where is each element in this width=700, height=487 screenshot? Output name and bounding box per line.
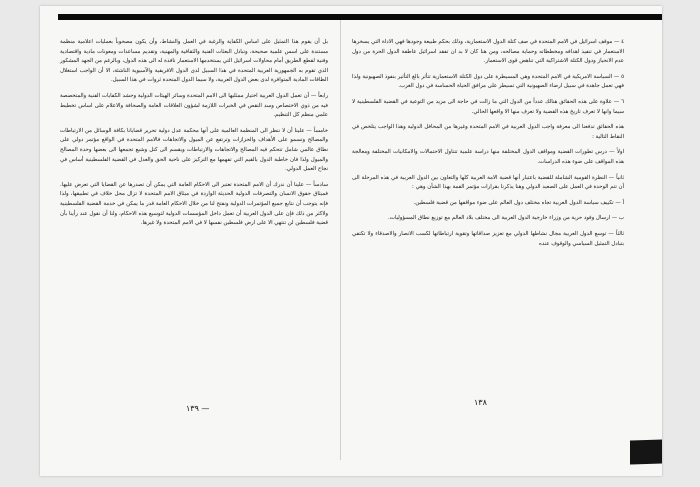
right-page-body bbox=[352, 38, 624, 255]
left-page-body bbox=[60, 38, 328, 235]
left-paragraph-1: بل أن يقوم هذا التمثيل على اساس الكفاية والرغبة في العمل والنشاط، وأن يكون مصحوباً بعمليات اعلامية منظمة مستندة على اسس علمية صحيحة، وتبادل البعثات الفنية والثقافية والمهنية، وتقديم مساعدات ومعونات مادية واقتصادية وفنية لقطع الطريق أمام محاولات اسرائيل التي يستخدمها الاستعمار نافذة له الى هذه الدول، وبالرغم من الجهد المشكور الذي تقوم به الجمهورية العربية المتحدة في هذا السبيل لدى الدول الافريقية والآسيوية الناشئة، الا أن الواجب استغلال الطاقات المادية المتوافرة لدى بعض الدول العربية، ولا سيما الدول المتحدة ثروات في هذا السبيل. bbox=[60, 39, 328, 84]
right-paragraph-3: ٦ — علاوة على هذه الحقائق هنالك عدداً من الدول التي ما زالت في حاجة الى مزيد من التوعية في القضية الفلسطينية لا سيما وانها لا تعرف تاريخ هذه القضية ولا تعرف منها الا واقعها الحالي. bbox=[352, 98, 624, 115]
left-page-number: ١٣٩ — bbox=[186, 404, 210, 413]
scan-border-top bbox=[58, 14, 662, 20]
right-paragraph-1: ٤ — موقف اسرائيل في الامم المتحدة في صف كتلة الدول الاستعمارية، وذلك بحكم طبيعة وجودها فهي الاداة التي يسخرها الاستعمار في تنفيذ اهدافه ومخططاته وحماية مصالحه، ومن هنا كان لا بد ان تفقد اسرائيل عاطفة الدول الحرة من دول عدم الانحياز ودول الكتلة الاشتراكية التي تناهض قوى الاستعمار. bbox=[352, 39, 624, 65]
right-page-number: ١٣٨ bbox=[474, 398, 487, 407]
book-spine bbox=[340, 20, 341, 460]
right-paragraph-2: ٥ — السياسة الامريكية في الامم المتحدة وهي المسيطرة على دول الكتلة الاستعمارية تتأثر بالغ التأثير بنفوذ الصهيونية ولذا فهي تعمل جاهدة في سبيل ارضاء الصهيونية التي تسيطر على مرافق الحياة الحساسة في دول الغرب. bbox=[352, 73, 624, 90]
right-paragraph-7: أ — تكييف سياسة الدول العربية تجاه مختلف دول العالم على ضوء مواقفها من قضية فلسطين. bbox=[413, 199, 624, 206]
right-paragraph-6: ثانياً — النظرة القومية الشاملة للقضية باعتبار أنها قضية الامة العربية كلها والتعاون بين الدول العربية في هذه المرحلة الى أن تتم الوحدة في العمل على الصعيد الدولي وهنا يذكرنا بقرارات مؤتمر القمة بهذا الشأن وهي : bbox=[352, 174, 624, 191]
right-paragraph-4: هذه الحقائق تدفعنا الى معرفة واجب الدول العربية في الامم المتحدة وغيرها من المحافل الدولية وهذا الواجب يتلخص في النقاط التالية : bbox=[352, 124, 624, 140]
right-paragraph-5: اولاً — درس تطورات القضية ومواقف الدول المختلفة منها دراسة علمية تتناول الاحتمالات والامكانيات المختلفة ومعالجة هذه المواقف على ضوء هذه الدراسات. bbox=[352, 149, 624, 165]
right-paragraph-9: ثالثاً — توسع الدول العربية مجال نشاطها الدولي مع تعزيز صداقاتها وتقوية ارتباطاتها لكسب الانصار والاصدقاء ولا تكتفي بتبادل التمثيل السياسي والوقوف عنده bbox=[352, 230, 624, 247]
scan-corner-shadow bbox=[630, 439, 662, 464]
left-paragraph-2: رابعاً — أن تعمل الدول العربية اختيار ممثليها الى الامم المتحدة وسائر الهيئات الدولية وحشد الكفايات الفنية والمتخصصة فيه من ذوي الاختصاص وسد النقص في الخبرات اللازمة لشؤون العلاقات العامة والصحافة والاعلام على اساس تخطيط علمي منظم كل التنظيم. bbox=[60, 92, 328, 119]
right-paragraph-8: ب — ارسال وفود حرية من وزراء خارجية الدول العربية الى مختلف بلاد العالم مع توزيع نطاق المسؤوليات. bbox=[388, 215, 624, 222]
left-paragraph-3: خامساً — علينا أن لا ننظر الى المنظمة العالمية على أنها محكمة عدل دولية تحرير قضايانا بكافة الوسائل من الارتباطات والمصالح وتسمو على الأهداف والحزازات وترتفع عن الميول والاتجاهات فالامم المتحدة في الواقع مؤتمر دولي على نطاق عالمي شامل تتحكم فيه المصالح والاتجاهات والارتباطات ويقسم الى كتل وشيع تجمعها الى بعضها وحدة المصالح والميول ولذا فان خاطبة الدول بالقيم التي تفهمها مع التركيز على ناحية الحق والعدل في القضية الفلسطينية أساس في نجاح العمل الدولي. bbox=[60, 127, 328, 173]
left-paragraph-4: سادساً — علينا أن ندرك أن الامم المتحدة تعتبر الى الاحكام العامة التي يمكن أن تصدرها عن القضايا التي تعرض عليها. فميثاق حقوق الانسان والتصرفات الدولية الحديثة الواردة في ميثاق الامم المتحدة لا تزال محل خلاف في تطبيقها، ولذا فإنه يتوجب أن نتابع جميع المؤتمرات الدولية ونفتح لنا من خلال الاحكام العامة قدر ما يمكن في خدمة القضية الفلسطينية ولاكثر من ذلك فإن على الدول العربية أن تعمل داخل المؤسسات الدولية لتوسيع هذه الاحكام، ولنا أن نقول عند رأينا بأن قضية فلسطين لن تنتهي الا على ارض فلسطين نفسها لا في الامم المتحدة ولا غيرها. bbox=[60, 181, 328, 227]
